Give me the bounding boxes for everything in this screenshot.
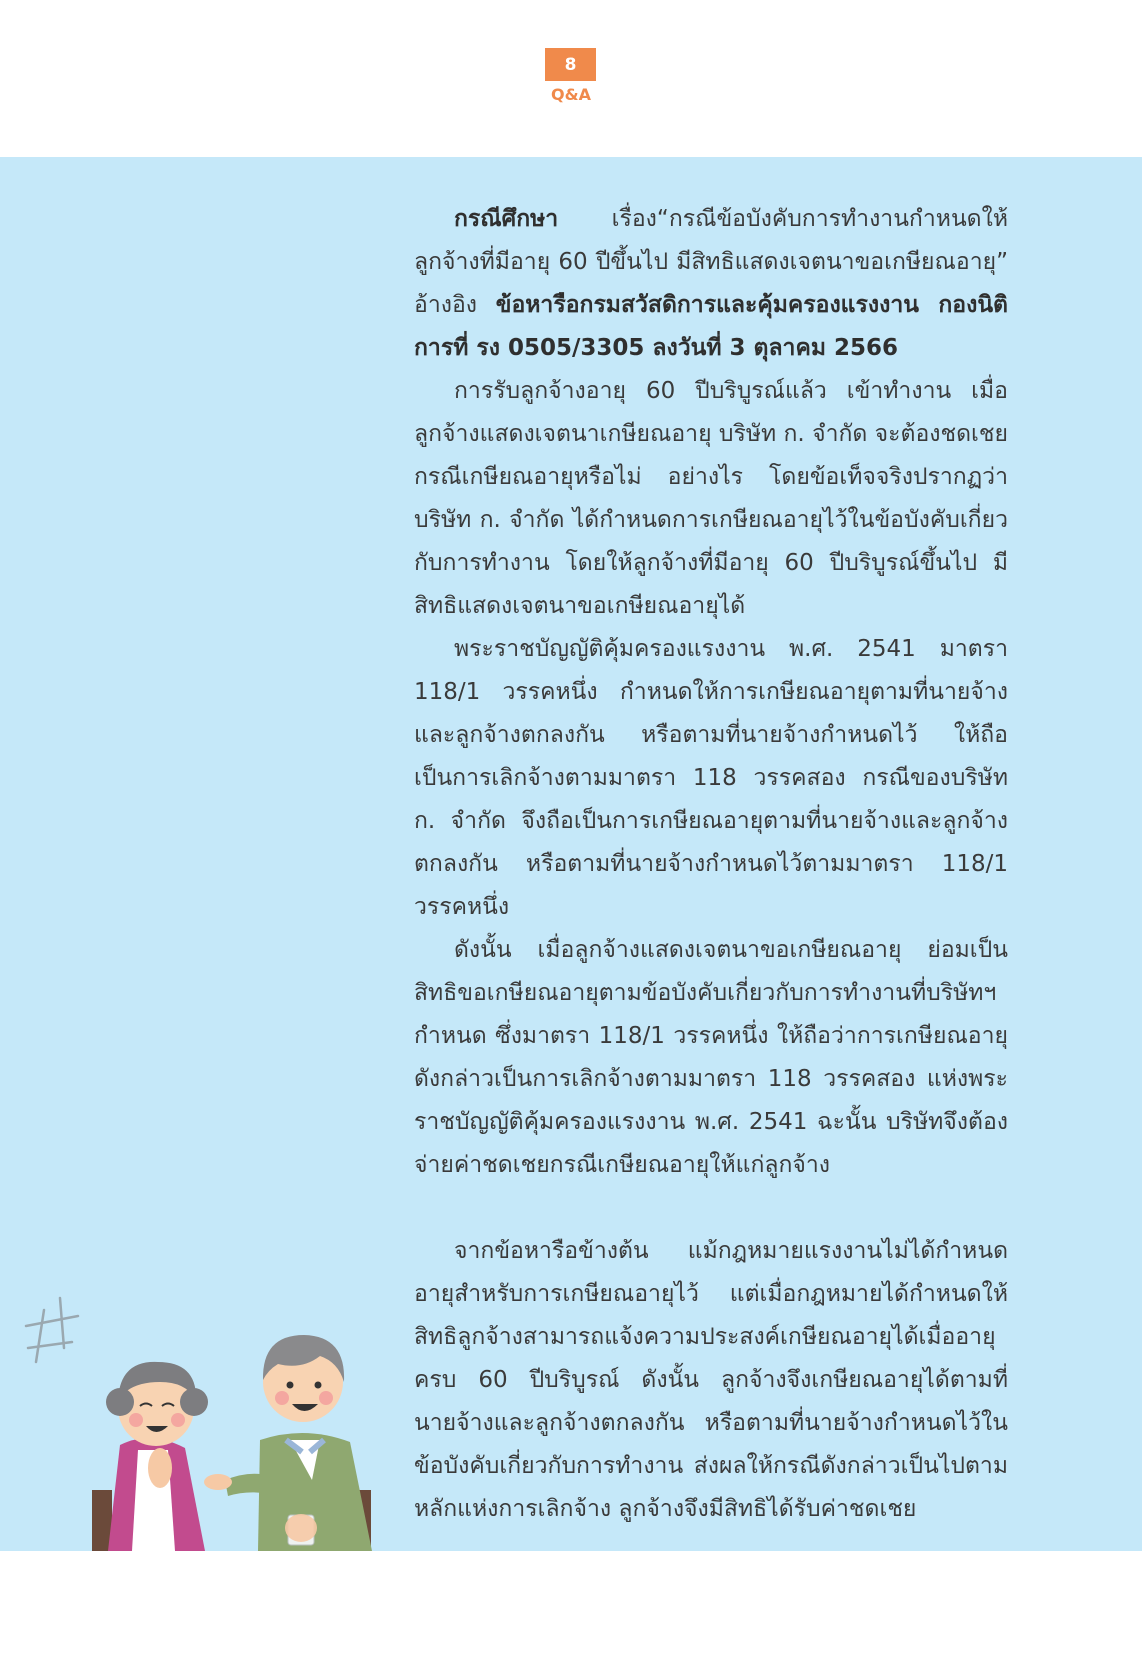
section-label: Q&A xyxy=(551,85,591,104)
article-body xyxy=(414,198,1008,1531)
body-paragraph-law: พระราชบัญญัติคุ้มครองแรงงาน พ.ศ. 2541 มาตรา 118/1 วรรคหนึ่ง กำหนดให้การเกษียณอายุตามที่นายจ้างและลูกจ้างตกลงกัน หรือตามที่นายจ้างกำหนดไว้ ให้ถือเป็นการเลิกจ้างตามมาตรา 118 วรรคสอง กรณีของบริษัท ก. จำกัด จึงถือเป็นการเกษียณอายุตามที่นายจ้างและลูกจ้างตกลงกัน หรือตามที่นายจ้างกำหนดไว้ตามมาตรา 118/1 วรรคหนึ่ง xyxy=(414,636,1008,920)
case-study-paragraph xyxy=(414,198,1008,370)
page-number-badge: 8 xyxy=(545,48,596,81)
case-study-label: กรณีศึกษา xyxy=(454,206,559,232)
body-paragraph-summary: จากข้อหารือข้างต้น แม้กฎหมายแรงงานไม่ได้กำหนดอายุสำหรับการเกษียณอายุไว้ แต่เมื่อกฎหมายได้กำหนดให้สิทธิลูกจ้างสามารถแจ้งความประสงค์เกษียณอายุได้เมื่ออายุครบ 60 ปีบริบูรณ์ ดังนั้น ลูกจ้างจึงเกษียณอายุได้ตามที่นายจ้างและลูกจ้างตกลงกัน หรือตามที่นายจ้างกำหนดไว้ในข้อบังคับเกี่ยวกับการทำงาน ส่งผลให้กรณีดังกล่าวเป็นไปตามหลักแห่งการเลิกจ้าง ลูกจ้างจึงมีสิทธิได้รับค่าชดเชย xyxy=(414,1238,1008,1522)
page-footer xyxy=(0,1551,1142,1654)
body-paragraph-conclusion: ดังนั้น เมื่อลูกจ้างแสดงเจตนาขอเกษียณอายุ ย่อมเป็นสิทธิขอเกษียณอายุตามข้อบังคับเกี่ยวกับการทำงานที่บริษัทฯ กำหนด ซึ่งมาตรา 118/1 วรรคหนึ่ง ให้ถือว่าการเกษียณอายุดังกล่าวเป็นการเลิกจ้างตามมาตรา 118 วรรคสอง แห่งพระราชบัญญัติคุ้มครองแรงงาน พ.ศ. 2541 ฉะนั้น บริษัทจึงต้องจ่ายค่าชดเชยกรณีเกษียณอายุให้แก่ลูกจ้าง xyxy=(414,937,1008,1178)
elderly-couple-illustration xyxy=(20,1290,420,1551)
case-study-title: เรื่อง“กรณีข้อบังคับการทำงานกำหนดให้ลูกจ้างที่มีอายุ 60 ปีขึ้นไป มีสิทธิแสดงเจตนาขอเกษียณอายุ” อ้างอิง xyxy=(414,206,1008,318)
body-paragraph-facts: การรับลูกจ้างอายุ 60 ปีบริบูรณ์แล้ว เข้าทำงาน เมื่อลูกจ้างแสดงเจตนาเกษียณอายุ บริษัท ก. จำกัด จะต้องชดเชยกรณีเกษียณอายุหรือไม่ อย่างไร โดยข้อเท็จจริงปรากฏว่า บริษัท ก. จำกัด ได้กำหนดการเกษียณอายุไว้ในข้อบังคับเกี่ยวกับการทำงาน โดยให้ลูกจ้างที่มีอายุ 60 ปีบริบูรณ์ขึ้นไป มีสิทธิแสดงเจตนาขอเกษียณอายุได้ xyxy=(414,378,1008,619)
case-reference: ข้อหารือกรมสวัสดิการและคุ้มครองแรงงาน กองนิติการที่ รง 0505/3305 ลงวันที่ 3 ตุลาคม 2566 xyxy=(414,292,1008,361)
page-header xyxy=(0,0,1142,157)
